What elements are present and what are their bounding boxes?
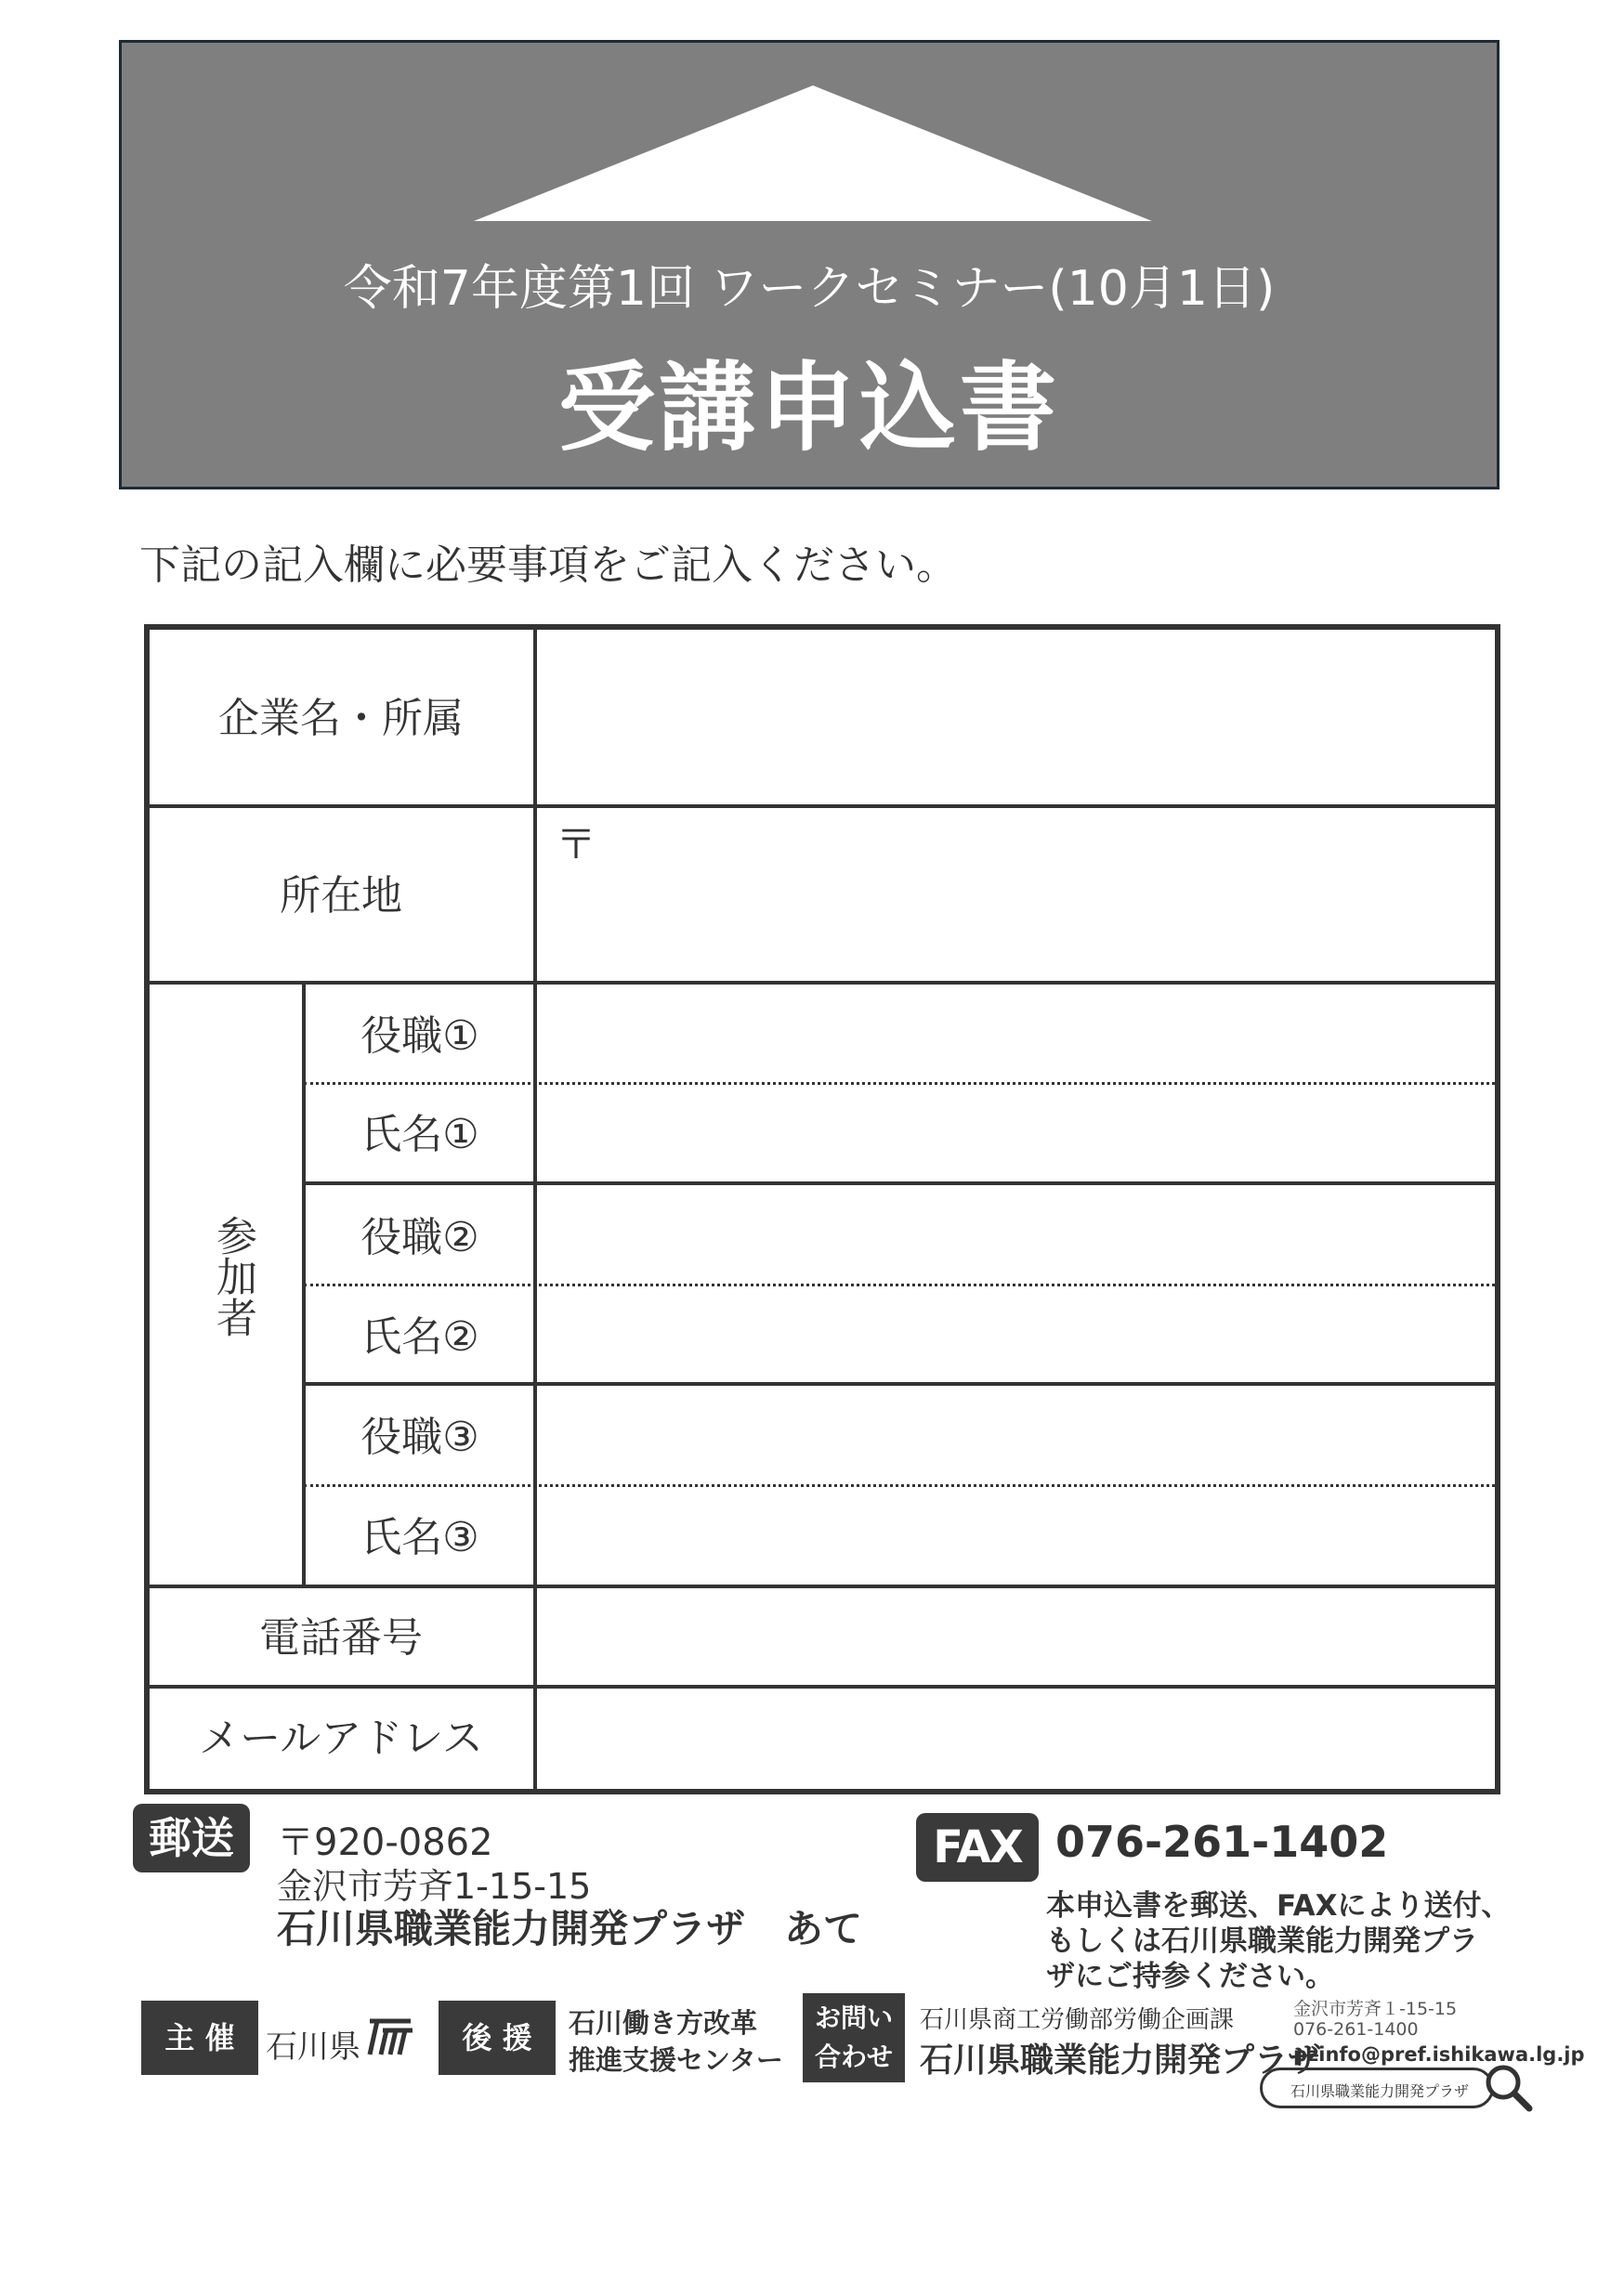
- postal-mark: 〒: [556, 821, 596, 868]
- roof-shape: [474, 85, 1152, 221]
- mail-recipient: 石川県職業能力開発プラザ あて: [277, 1906, 863, 1951]
- position-label-3: 役職③: [360, 1414, 479, 1461]
- fax-note-line-2: もしくは石川県職業能力開発プラ: [1046, 1924, 1478, 1958]
- row-divider: [144, 1685, 1500, 1689]
- fax-tag: FAX: [916, 1813, 1039, 1882]
- contact-tag-line-1: お問い: [814, 2002, 893, 2033]
- name-label-1: 氏名①: [360, 1111, 479, 1158]
- contact-tag: [803, 1993, 905, 2082]
- company-field[interactable]: [539, 632, 1494, 802]
- email-field[interactable]: [539, 1690, 1494, 1787]
- dotted-divider: [304, 1082, 1500, 1085]
- participants-label-text: 参加者: [209, 1215, 256, 1337]
- company-label: 企業名・所属: [218, 695, 464, 742]
- organizer-tag: 主 催: [141, 2001, 258, 2075]
- participants-label: [204, 1215, 260, 1349]
- search-box: [1260, 2068, 1494, 2108]
- phone-field[interactable]: [539, 1590, 1494, 1683]
- search-icon: [1481, 2060, 1535, 2114]
- position-label-1: 役職①: [360, 1012, 479, 1060]
- position-field-3[interactable]: [539, 1388, 1494, 1481]
- sponsor-line-2: 推進支援センター: [569, 2044, 783, 2076]
- contact-address: 金沢市芳斉１-15-15: [1293, 1999, 1458, 2019]
- address-label: 所在地: [280, 872, 402, 920]
- row-divider: [302, 1382, 1500, 1386]
- instruction-text: 下記の記入欄に必要事項をご記入ください。: [139, 541, 957, 589]
- name-label-2: 氏名②: [360, 1313, 479, 1361]
- organizer-name: 石川県: [266, 2029, 360, 2066]
- contact-email: pzinfo@pref.ishikawa.lg.jp: [1293, 2043, 1585, 2066]
- name-label-3: 氏名③: [360, 1514, 479, 1561]
- email-label: メールアドレス: [199, 1715, 483, 1762]
- dotted-divider: [304, 1284, 1500, 1286]
- name-field-3[interactable]: [539, 1488, 1494, 1581]
- position-field-1[interactable]: [539, 986, 1494, 1079]
- dotted-divider: [304, 1484, 1500, 1487]
- fax-number: 076-261-1402: [1055, 1817, 1389, 1867]
- fax-note-line-3: ザにご持参ください。: [1046, 1960, 1334, 1993]
- row-divider: [302, 1181, 1500, 1185]
- mail-address: 金沢市芳斉1-15-15: [277, 1866, 592, 1907]
- row-divider: [144, 804, 1500, 808]
- mail-tag: 郵送: [133, 1804, 250, 1872]
- phone-label: 電話番号: [259, 1614, 423, 1662]
- sponsor-line-1: 石川働き方改革: [569, 2007, 758, 2039]
- organizer-logo-icon: [364, 2016, 418, 2060]
- mail-postal-code: 〒920-0862: [277, 1821, 493, 1864]
- address-field[interactable]: [539, 810, 1494, 979]
- label-column-divider: [533, 624, 537, 1794]
- form-title: 受講申込書: [557, 351, 1060, 464]
- contact-phone: 076-261-1400: [1293, 2019, 1419, 2040]
- position-field-2[interactable]: [539, 1187, 1494, 1280]
- fax-note-line-1: 本申込書を郵送、FAXにより送付、: [1046, 1889, 1511, 1923]
- contact-tag-line-2: 合わせ: [814, 2042, 893, 2072]
- seminar-title: 令和7年度第1回 ワークセミナー(10月1日): [343, 261, 1276, 317]
- sponsor-tag: 後 援: [439, 2001, 556, 2075]
- row-divider: [144, 1585, 1500, 1588]
- position-label-2: 役職②: [360, 1214, 479, 1261]
- contact-department: 石川県商工労働部労働企画課: [920, 2006, 1235, 2034]
- row-divider: [144, 981, 1500, 985]
- contact-organization: 石川県職業能力開発プラザ: [920, 2042, 1322, 2080]
- name-field-1[interactable]: [539, 1087, 1494, 1180]
- search-box-text: 石川県職業能力開発プラザ: [1290, 2082, 1470, 2100]
- name-field-2[interactable]: [539, 1287, 1494, 1380]
